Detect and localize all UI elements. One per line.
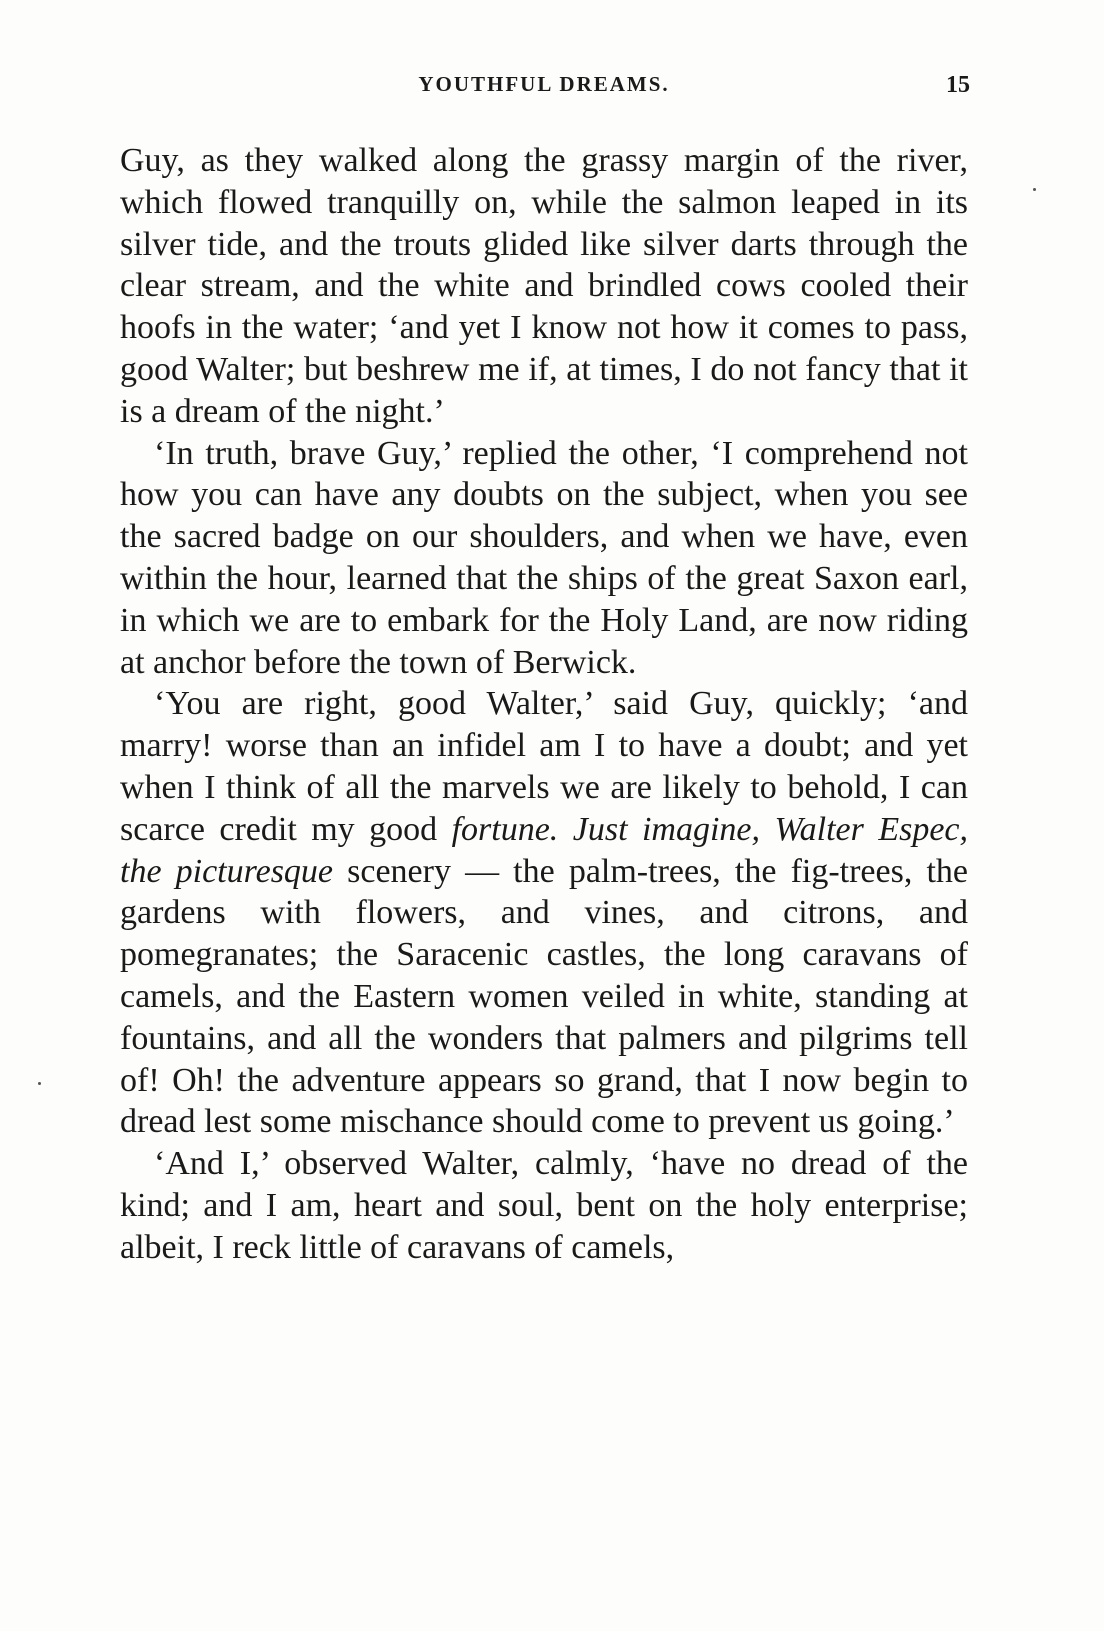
- page-number: 15: [946, 72, 970, 98]
- print-speck: [1033, 188, 1036, 191]
- text-run: scenery — the palm-trees, the fig-trees, the gardens with flowers, and vines, and citrons, and pomegranates; the Saracenic castles, the long caravans of camels, and the Eastern women veiled in white, standing at fountains, and all the wonders that palmers and pilgrims tell of! Oh! the adventure appears so grand, that I now begin to dread lest some mischance should come to prevent us going.’: [120, 852, 968, 1141]
- paragraph: [120, 433, 968, 684]
- text-run: Guy, as they walked along the grassy margin of the river, which flowed tranquilly on, while the salmon leaped in its silver tide, and the trouts glided like silver darts through the clear stream, and the white and brindled cows cooled their hoofs in the water; ‘and yet I know not how it comes to pass, good Walter; but beshrew me if, at times, I do not fancy that it is a dream of the night.’: [120, 142, 968, 430]
- paragraph: [120, 140, 968, 433]
- italic-text: fortune. Just imagine, Walter Espec, the picturesque: [120, 810, 969, 890]
- text-run: ‘You are right, good Walter,’ said Guy, quickly; ‘and marry! worse than an infidel am I to have a doubt; and yet when I think of all the marvels we are likely to behold, I can scarce credit my good: [120, 685, 968, 848]
- text-run: ‘And I,’ observed Walter, calmly, ‘have no dread of the kind; and I am, heart and soul, bent on the holy enterprise; albeit, I reck little of caravans of camels,: [120, 1145, 968, 1266]
- paragraph: [120, 683, 968, 1143]
- paragraph: [120, 1143, 968, 1268]
- running-title: YOUTHFUL DREAMS.: [418, 72, 670, 96]
- body-text: [120, 140, 968, 1269]
- running-head: [118, 72, 970, 108]
- print-speck: [38, 1082, 41, 1085]
- text-run: ‘In truth, brave Guy,’ replied the other, ‘I comprehend not how you can have any doubts on the subject, when you see the sacred badge on our shoulders, and when we have, even within the hour, learned that the ships of the great Saxon earl, in which we are to embark for the Holy Land, are now riding at anchor before the town of Berwick.: [120, 434, 968, 681]
